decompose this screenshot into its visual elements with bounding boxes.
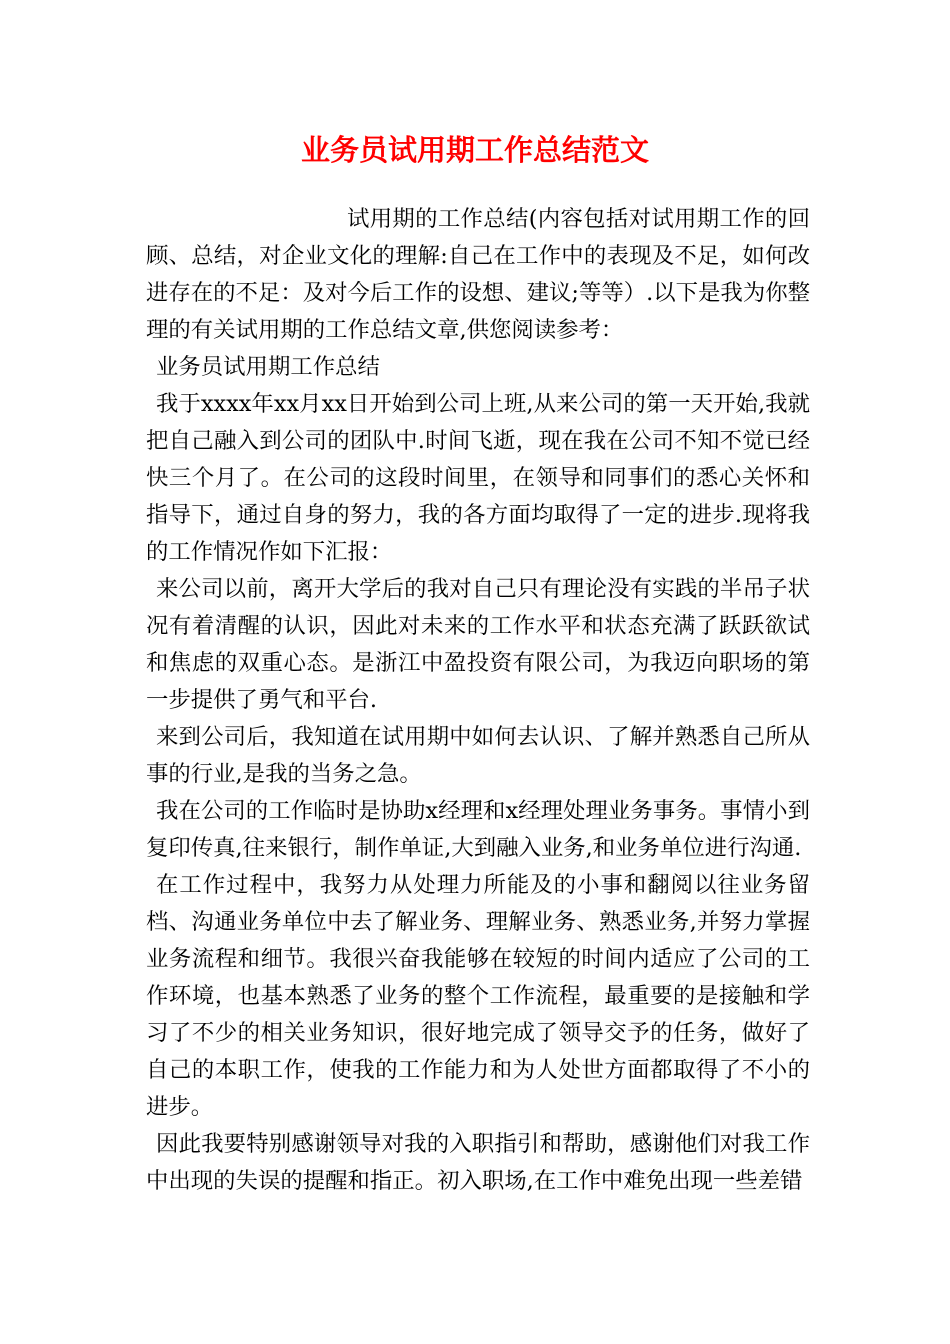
- body-paragraph: 我在公司的工作临时是协助x经理和x经理处理业务事务。事情小到复印传真,往来银行，制作单证,大到融入业务,和业务单位进行沟通.: [146, 798, 810, 861]
- body-paragraph: 在工作过程中，我努力从处理力所能及的小事和翻阅以往业务留档、沟通业务单位中去了解业务、理解业务、熟悉业务,并努力掌握业务流程和细节。我很兴奋我能够在较短的时间内适应了公司的工作环境，也基本熟悉了业务的整个工作流程，最重要的是接触和学习了不少的相关业务知识，很好地完成了领导交予的任务，做好了自己的本职工作，使我的工作能力和为人处世方面都取得了不小的进步。: [146, 872, 810, 1120]
- intro-paragraph: 试用期的工作总结(内容包括对试用期工作的回顾、总结，对企业文化的理解:自己在工作中的表现及不足，如何改进存在的不足：及对今后工作的设想、建议;等等）.以下是我为你整理的有关试用期的工作总结文章,供您阅读参考：: [146, 206, 810, 343]
- section-heading: 业务员试用期工作总结: [156, 354, 380, 380]
- body-paragraph: 我于xxxx年xx月xx日开始到公司上班,从来公司的第一天开始,我就把自己融入到公司的团队中.时间飞逝，现在我在公司不知不觉已经快三个月了。在公司的这段时间里，在领导和同事们的悉心关怀和指导下，通过自身的努力，我的各方面均取得了一定的进步.现将我的工作情况作如下汇报：: [146, 391, 810, 565]
- document-title: 业务员试用期工作总结范文: [300, 133, 649, 167]
- body-paragraph: 因此我要特别感谢领导对我的入职指引和帮助，感谢他们对我工作中出现的失误的提醒和指正。初入职场,在工作中难免出现一些差错: [146, 1131, 810, 1194]
- document-body: [146, 201, 810, 1200]
- body-paragraph: 来公司以前，离开大学后的我对自己只有理论没有实践的半吊子状况有着清醒的认识，因此对未来的工作水平和状态充满了跃跃欲试和焦虑的双重心态。是浙江中盈投资有限公司，为我迈向职场的第一步提供了勇气和平台.: [146, 576, 810, 713]
- body-paragraph: 来到公司后，我知道在试用期中如何去认识、了解并熟悉自己所从事的行业,是我的当务之急。: [146, 724, 810, 787]
